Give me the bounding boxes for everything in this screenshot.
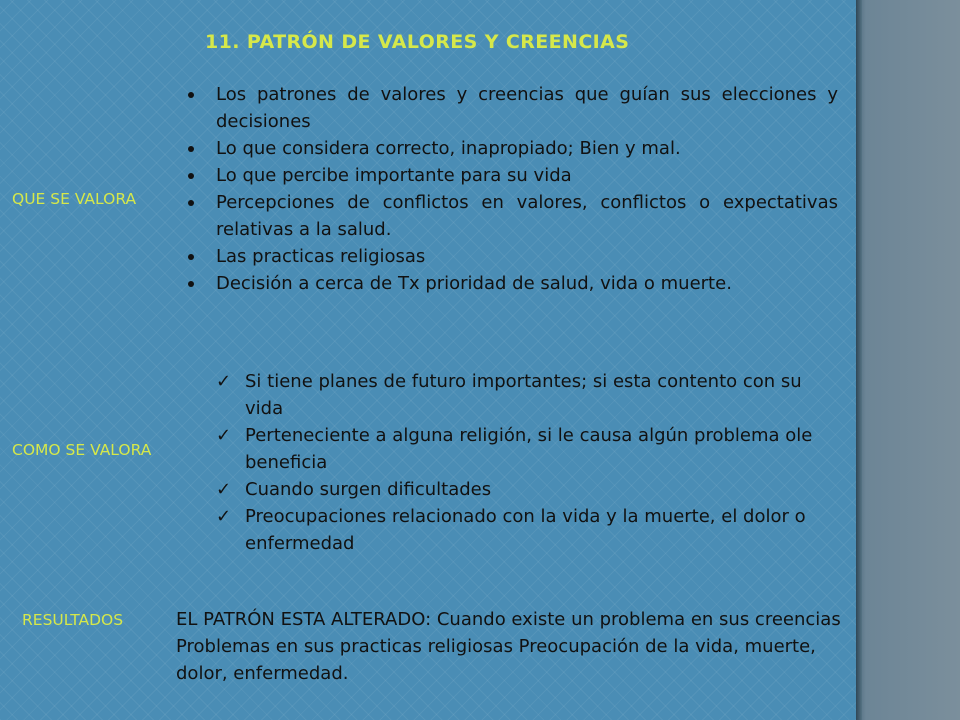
que-se-valora-list bbox=[188, 81, 838, 297]
list-item: Lo que considera correcto, inapropiado; Bien y mal. bbox=[188, 135, 838, 162]
list-item: ✓ Cuando surgen dificultades bbox=[216, 476, 841, 503]
bullet-dot-icon bbox=[188, 173, 194, 179]
checkmark-icon: ✓ bbox=[216, 425, 232, 446]
resultados-text: EL PATRÓN ESTA ALTERADO: Cuando existe un problema en sus creencias Problemas en sus practicas religiosas Preocupación de la vida, muerte, dolor, enfermedad. bbox=[176, 609, 841, 684]
list-item: Lo que percibe importante para su vida bbox=[188, 162, 838, 189]
bullet-dot-icon bbox=[188, 146, 194, 152]
side-panel-edge bbox=[856, 0, 862, 720]
bullet-dot-icon bbox=[188, 200, 194, 206]
como-se-valora-list bbox=[216, 368, 841, 557]
side-panel bbox=[856, 0, 960, 720]
list-item: ✓ Perteneciente a alguna religión, si le causa algún problema ole beneficia bbox=[216, 422, 841, 476]
checkmark-icon: ✓ bbox=[216, 506, 232, 527]
list-item: ✓ Preocupaciones relacionado con la vida y la muerte, el dolor o enfermedad bbox=[216, 503, 841, 557]
bullet-dot-icon bbox=[188, 254, 194, 260]
como-se-valora-label: COMO SE VALORA bbox=[12, 441, 152, 459]
checkmark-icon: ✓ bbox=[216, 371, 232, 392]
slide-title: 11. PATRÓN DE VALORES Y CREENCIAS bbox=[205, 31, 630, 53]
list-item: ✓ Si tiene planes de futuro importantes; si esta contento con su vida bbox=[216, 368, 841, 422]
list-item: Percepciones de conflictos en valores, conflictos o expectativas relativas a la salud. bbox=[188, 189, 838, 243]
que-se-valora-label: QUE SE VALORA bbox=[12, 190, 137, 208]
list-item: Los patrones de valores y creencias que guían sus elecciones y decisiones bbox=[188, 81, 838, 135]
resultados-label: RESULTADOS bbox=[22, 611, 124, 629]
list-item: Decisión a cerca de Tx prioridad de salud, vida o muerte. bbox=[188, 270, 838, 297]
checkmark-icon: ✓ bbox=[216, 479, 232, 500]
bullet-dot-icon bbox=[188, 281, 194, 287]
list-item: Las practicas religiosas bbox=[188, 243, 838, 270]
bullet-dot-icon bbox=[188, 92, 194, 98]
